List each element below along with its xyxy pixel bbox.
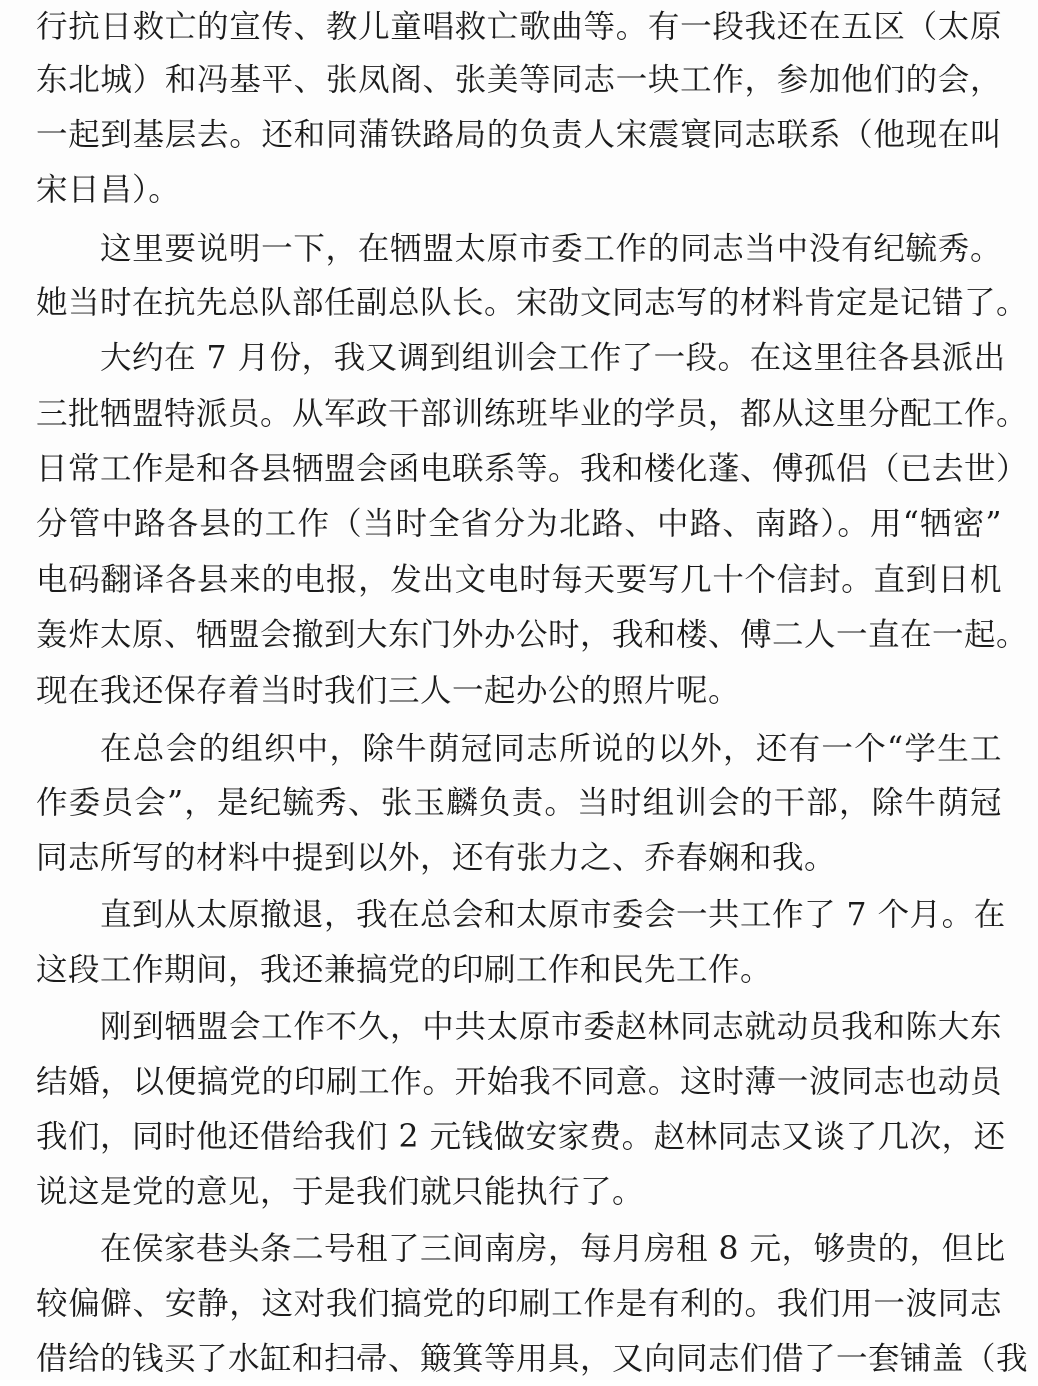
text-line: 东北城）和冯基平、张凤阁、张美等同志一块工作，参加他们的会， (36, 62, 1002, 98)
text-line: 分管中路各县的工作（当时全省分为北路、中路、南路）。用“牺密” (36, 506, 1002, 542)
text-line: 在侯家巷头条二号租了三间南房，每月房租 8 元，够贵的，但比 (100, 1231, 1006, 1267)
text-line: 行抗日救亡的宣传、教儿童唱救亡歌曲等。有一段我还在五区（太原 (36, 9, 1002, 45)
text-line: 电码翻译各县来的电报，发出文电时每天要写几十个信封。直到日机 (36, 562, 1002, 598)
text-line: 她当时在抗先总队部任副总队长。宋劭文同志写的材料肯定是记错了。 (36, 285, 1029, 321)
text-line: 日常工作是和各县牺盟会函电联系等。我和楼化蓬、傅孤侣（已去世） (36, 451, 1029, 487)
text-line: 作委员会”，是纪毓秀、张玉麟负责。当时组训会的干部，除牛荫冠 (36, 785, 1002, 821)
text-line: 三批牺盟特派员。从军政干部训练班毕业的学员，都从这里分配工作。 (36, 396, 1029, 432)
text-line: 我们，同时他还借给我们 2 元钱做安家费。赵林同志又谈了几次，还 (36, 1119, 1006, 1155)
text-line: 现在我还保存着当时我们三人一起办公的照片呢。 (36, 673, 741, 709)
text-line: 刚到牺盟会工作不久，中共太原市委赵林同志就动员我和陈大东 (100, 1009, 1002, 1045)
text-line: 较偏僻、安静，这对我们搞党的印刷工作是有利的。我们用一波同志 (36, 1286, 1002, 1322)
text-line: 直到从太原撤退，我在总会和太原市委会一共工作了 7 个月。在 (100, 897, 1006, 933)
text-line: 结婚，以便搞党的印刷工作。开始我不同意。这时薄一波同志也动员 (36, 1064, 1002, 1100)
text-line: 在总会的组织中，除牛荫冠同志所说的以外，还有一个“学生工 (100, 731, 1002, 767)
text-line: 宋日昌）。 (36, 172, 181, 208)
text-line: 借给的钱买了水缸和扫帚、簸箕等用具，又向同志们借了一套铺盖（我 (36, 1341, 1029, 1377)
text-line: 轰炸太原、牺盟会撤到大东门外办公时，我和楼、傅二人一直在一起。 (36, 617, 1029, 653)
text-line: 说这是党的意见，于是我们就只能执行了。 (36, 1174, 645, 1210)
text-line: 一起到基层去。还和同蒲铁路局的负责人宋震寰同志联系（他现在叫 (36, 117, 1002, 153)
text-line: 这段工作期间，我还兼搞党的印刷工作和民先工作。 (36, 952, 773, 988)
text-line: 这里要说明一下，在牺盟太原市委工作的同志当中没有纪毓秀。 (100, 231, 1002, 267)
text-line: 大约在 7 月份，我又调到组训会工作了一段。在这里往各县派出 (100, 340, 1006, 376)
text-line: 同志所写的材料中提到以外，还有张力之、乔春娴和我。 (36, 840, 837, 876)
